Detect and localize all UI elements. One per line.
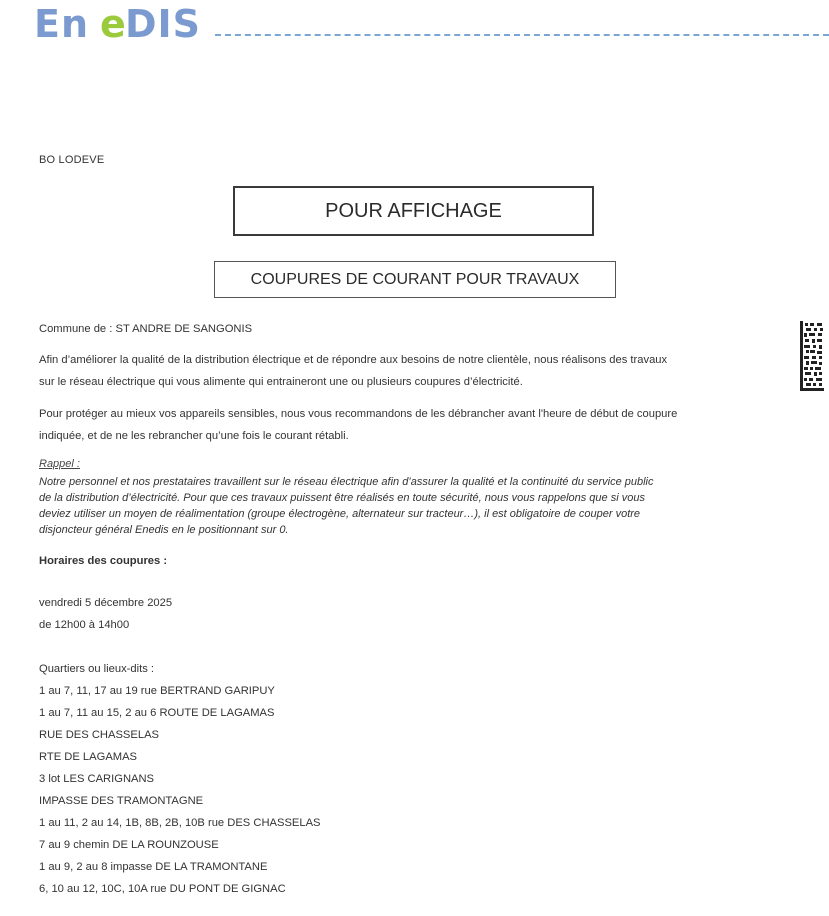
schedule-heading: Horaires des coupures :	[39, 555, 168, 567]
schedule-time: de 12h00 à 14h00	[39, 619, 130, 631]
datamatrix-code-icon	[800, 321, 824, 391]
location-item: RUE DES CHASSELAS	[39, 729, 159, 741]
paragraph-line: indiquée, et de ne les rebrancher qu’une fois le courant rétabli.	[39, 430, 349, 442]
location-item: 1 au 7, 11 au 15, 2 au 6 ROUTE DE LAGAMAS	[39, 707, 275, 719]
location-item: 6, 10 au 12, 10C, 10A rue DU PONT DE GIGNAC	[39, 883, 286, 895]
location-item: 1 au 9, 2 au 8 impasse DE LA TRAMONTANE	[39, 861, 268, 873]
rappel-line: deviez utiliser un moyen de réalimentation (groupe électrogène, alternateur sur tracteur…), il est obligatoire de couper votre	[39, 508, 641, 520]
paragraph-line: sur le réseau électrique qui vous alimente qui entraineront une ou plusieurs coupures d’électricité.	[39, 376, 523, 388]
paragraph-intro	[39, 349, 769, 393]
commune-line: Commune de : ST ANDRE DE SANGONIS	[39, 323, 253, 335]
title-coupures: COUPURES DE COURANT POUR TRAVAUX	[214, 261, 616, 298]
paragraph-line: Afin d’améliorer la qualité de la distribution électrique et de répondre aux besoins de notre clientèle, nous réalisons des travaux	[39, 354, 668, 366]
svg-text:e: e	[100, 4, 126, 42]
location-item: 1 au 11, 2 au 14, 1B, 8B, 2B, 10B rue DES CHASSELAS	[39, 817, 321, 829]
rappel-line: disjoncteur général Enedis en le positionnant sur 0.	[39, 524, 289, 536]
schedule-date: vendredi 5 décembre 2025	[39, 597, 173, 609]
location-item: RTE DE LAGAMAS	[39, 751, 138, 763]
location-item: IMPASSE DES TRAMONTAGNE	[39, 795, 204, 807]
svg-text:DIS: DIS	[125, 4, 202, 42]
enedis-logo	[34, 4, 204, 42]
paragraph-protection	[39, 403, 769, 447]
title-pour-affichage: POUR AFFICHAGE	[233, 186, 594, 236]
header-divider	[215, 34, 829, 36]
paragraph-line: Pour protéger au mieux vos appareils sensibles, nous vous recommandons de les débrancher avant l'heure de début de coupure	[39, 408, 678, 420]
location-item: 3 lot LES CARIGNANS	[39, 773, 155, 785]
svg-text:En: En	[34, 4, 90, 42]
site-label: BO LODEVE	[39, 154, 105, 166]
location-item: 1 au 7, 11, 17 au 19 rue BERTRAND GARIPUY	[39, 685, 275, 697]
locations-heading: Quartiers ou lieux-dits :	[39, 663, 155, 675]
rappel-line: Notre personnel et nos prestataires travaillent sur le réseau électrique afin d’assurer la qualité et la continuité du service public	[39, 476, 654, 488]
rappel-heading: Rappel :	[39, 458, 80, 470]
location-item: 7 au 9 chemin DE LA ROUNZOUSE	[39, 839, 219, 851]
rappel-text	[39, 474, 759, 538]
rappel-line: de la distribution d’électricité. Pour que ces travaux puissent être réalisés en toute sécurité, nous vous rappelons que si vous	[39, 492, 645, 504]
